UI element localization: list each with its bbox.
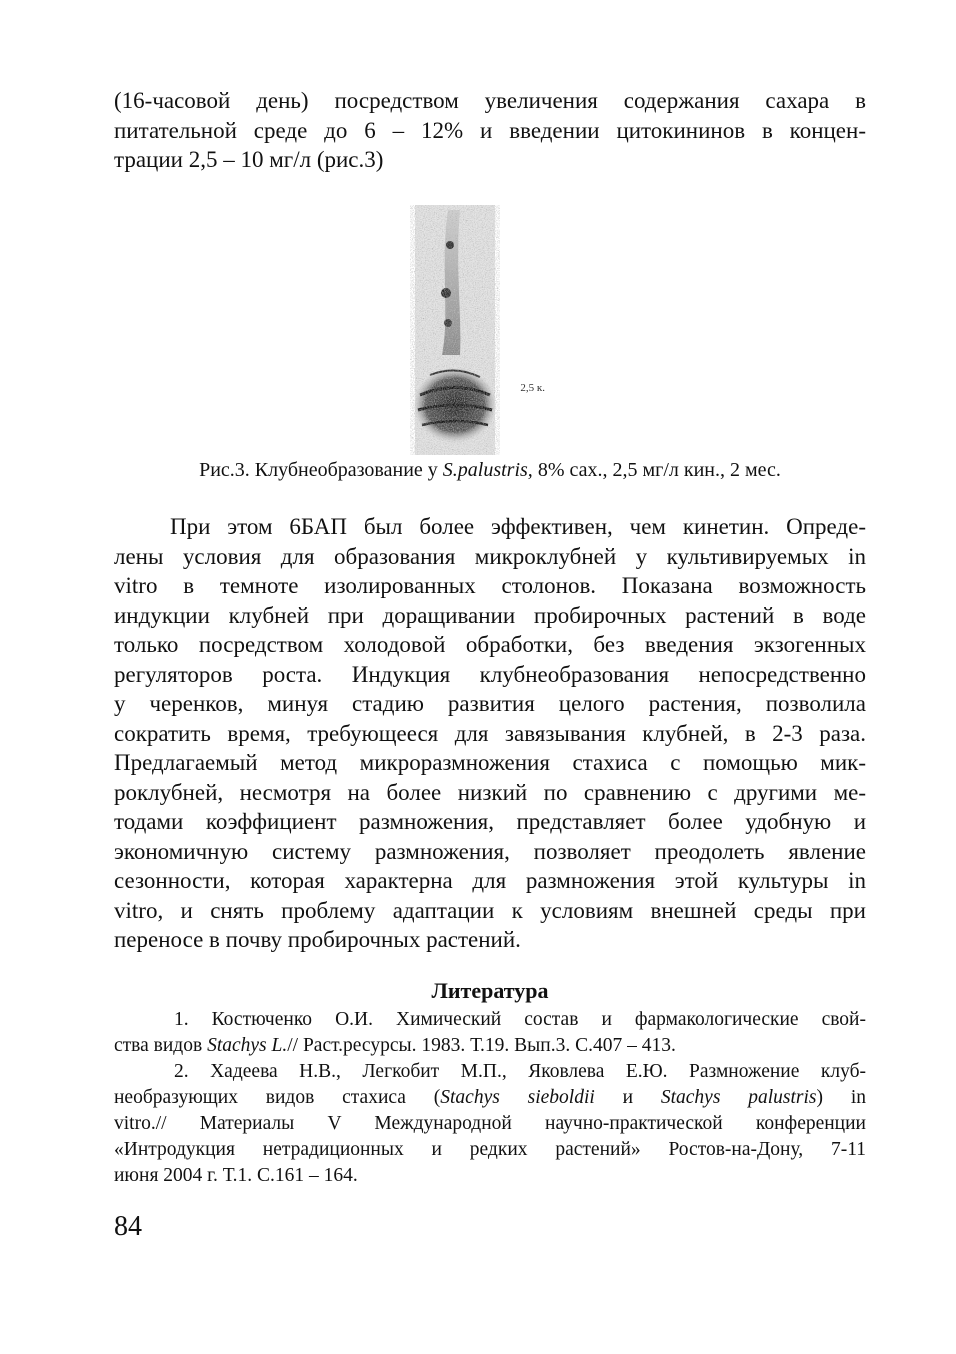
text-line: регуляторов роста. Индукция клубнеобразования непосредственно [114,661,866,687]
text-line: (16-часовой день) посредством увеличения содержания сахара в [114,88,866,113]
caption-details: 8% сах., 2,5 мг/л кин., 2 мес. [532,459,781,481]
figure-caption [114,457,866,483]
caption-text: Рис.3. Клубнеобразование у [199,459,443,481]
text-line: Предлагаемый метод микроразмножения стахиса с помощью мик- [114,750,866,775]
text-line: vitro, и снять проблему адаптации к условиям внешней среды при [114,897,866,923]
text-line: При этом 6БАП был более эффективен, чем кинетин. Опреде- [170,514,866,539]
page-number: 84 [114,1211,142,1242]
text-line: только посредством холодовой обработки, без введения экзогенных [114,632,866,657]
text-line: трации 2,5 – 10 мг/л (рис.3) [114,147,384,172]
reference-1-line: 1. Костюченко О.И. Химический состав и фармакологические свой- [174,1009,866,1030]
text-line: индукции клубней при доращивании пробирочных растений в воде [114,602,866,628]
text-line: экономичную систему размножения, позволяет преодолеть явление [114,838,866,864]
references-list [114,1007,866,1189]
photo-grain [410,205,500,455]
references-heading: Литература [431,978,549,1003]
intro-paragraph [114,86,866,175]
figure-photo [360,205,545,455]
reference-2-line: 2. Хадеева Н.В., Легкобит М.П., Яковлева Е.Ю. Размножение клуб- [174,1061,866,1082]
reference-species: Stachys L. [207,1035,288,1056]
text-line: тодами коэффициент размножения, представляет более удобную и [114,809,866,834]
text-line: лены условия для образования микроклубней у культивируемых in [114,543,866,569]
text-line: у черенков, минуя стадию развития целого растения, позволила [114,691,866,716]
reference-2-line: «Интродукция нетрадиционных и редких растений» Ростов-на-Дону, 7-11 [114,1139,866,1160]
main-paragraph [114,512,866,955]
text-line: переносе в почву пробирочных растений. [114,927,521,952]
reference-species: Stachys palustris [660,1087,817,1108]
text-line: сократить время, требующееся для завязывания клубней, в 2-3 раза. [114,720,866,746]
reference-2-line: необразующих видов стахиса (Stachys sieboldii и Stachys palustris) in [114,1087,866,1108]
reference-species: Stachys sieboldii [440,1087,595,1108]
tuber-photo-image [360,205,545,455]
text-line: питательной среде до 6 – 12% и введении цитокининов в концен- [114,117,866,143]
reference-2-line: июня 2004 г. Т.1. С.161 – 164. [114,1165,358,1186]
text-line: сезонности, которая характерна для размножения этой культуры in [114,868,866,893]
reference-2-line: vitro.// Материалы V Международной научно-практической конференции [114,1113,866,1134]
text-line: роклубней, несмотря на более низкий по сравнению с другими ме- [114,779,866,805]
photo-annotation: 2,5 к. [520,382,545,394]
caption-species: S.palustris, [442,459,533,481]
text-line: vitro в темноте изолированных столонов. Показана возможность [114,573,866,598]
reference-1-line: ства видов Stachys L.// Раст.ресурсы. 1983. Т.19. Вып.3. С.407 – 413. [114,1035,676,1056]
